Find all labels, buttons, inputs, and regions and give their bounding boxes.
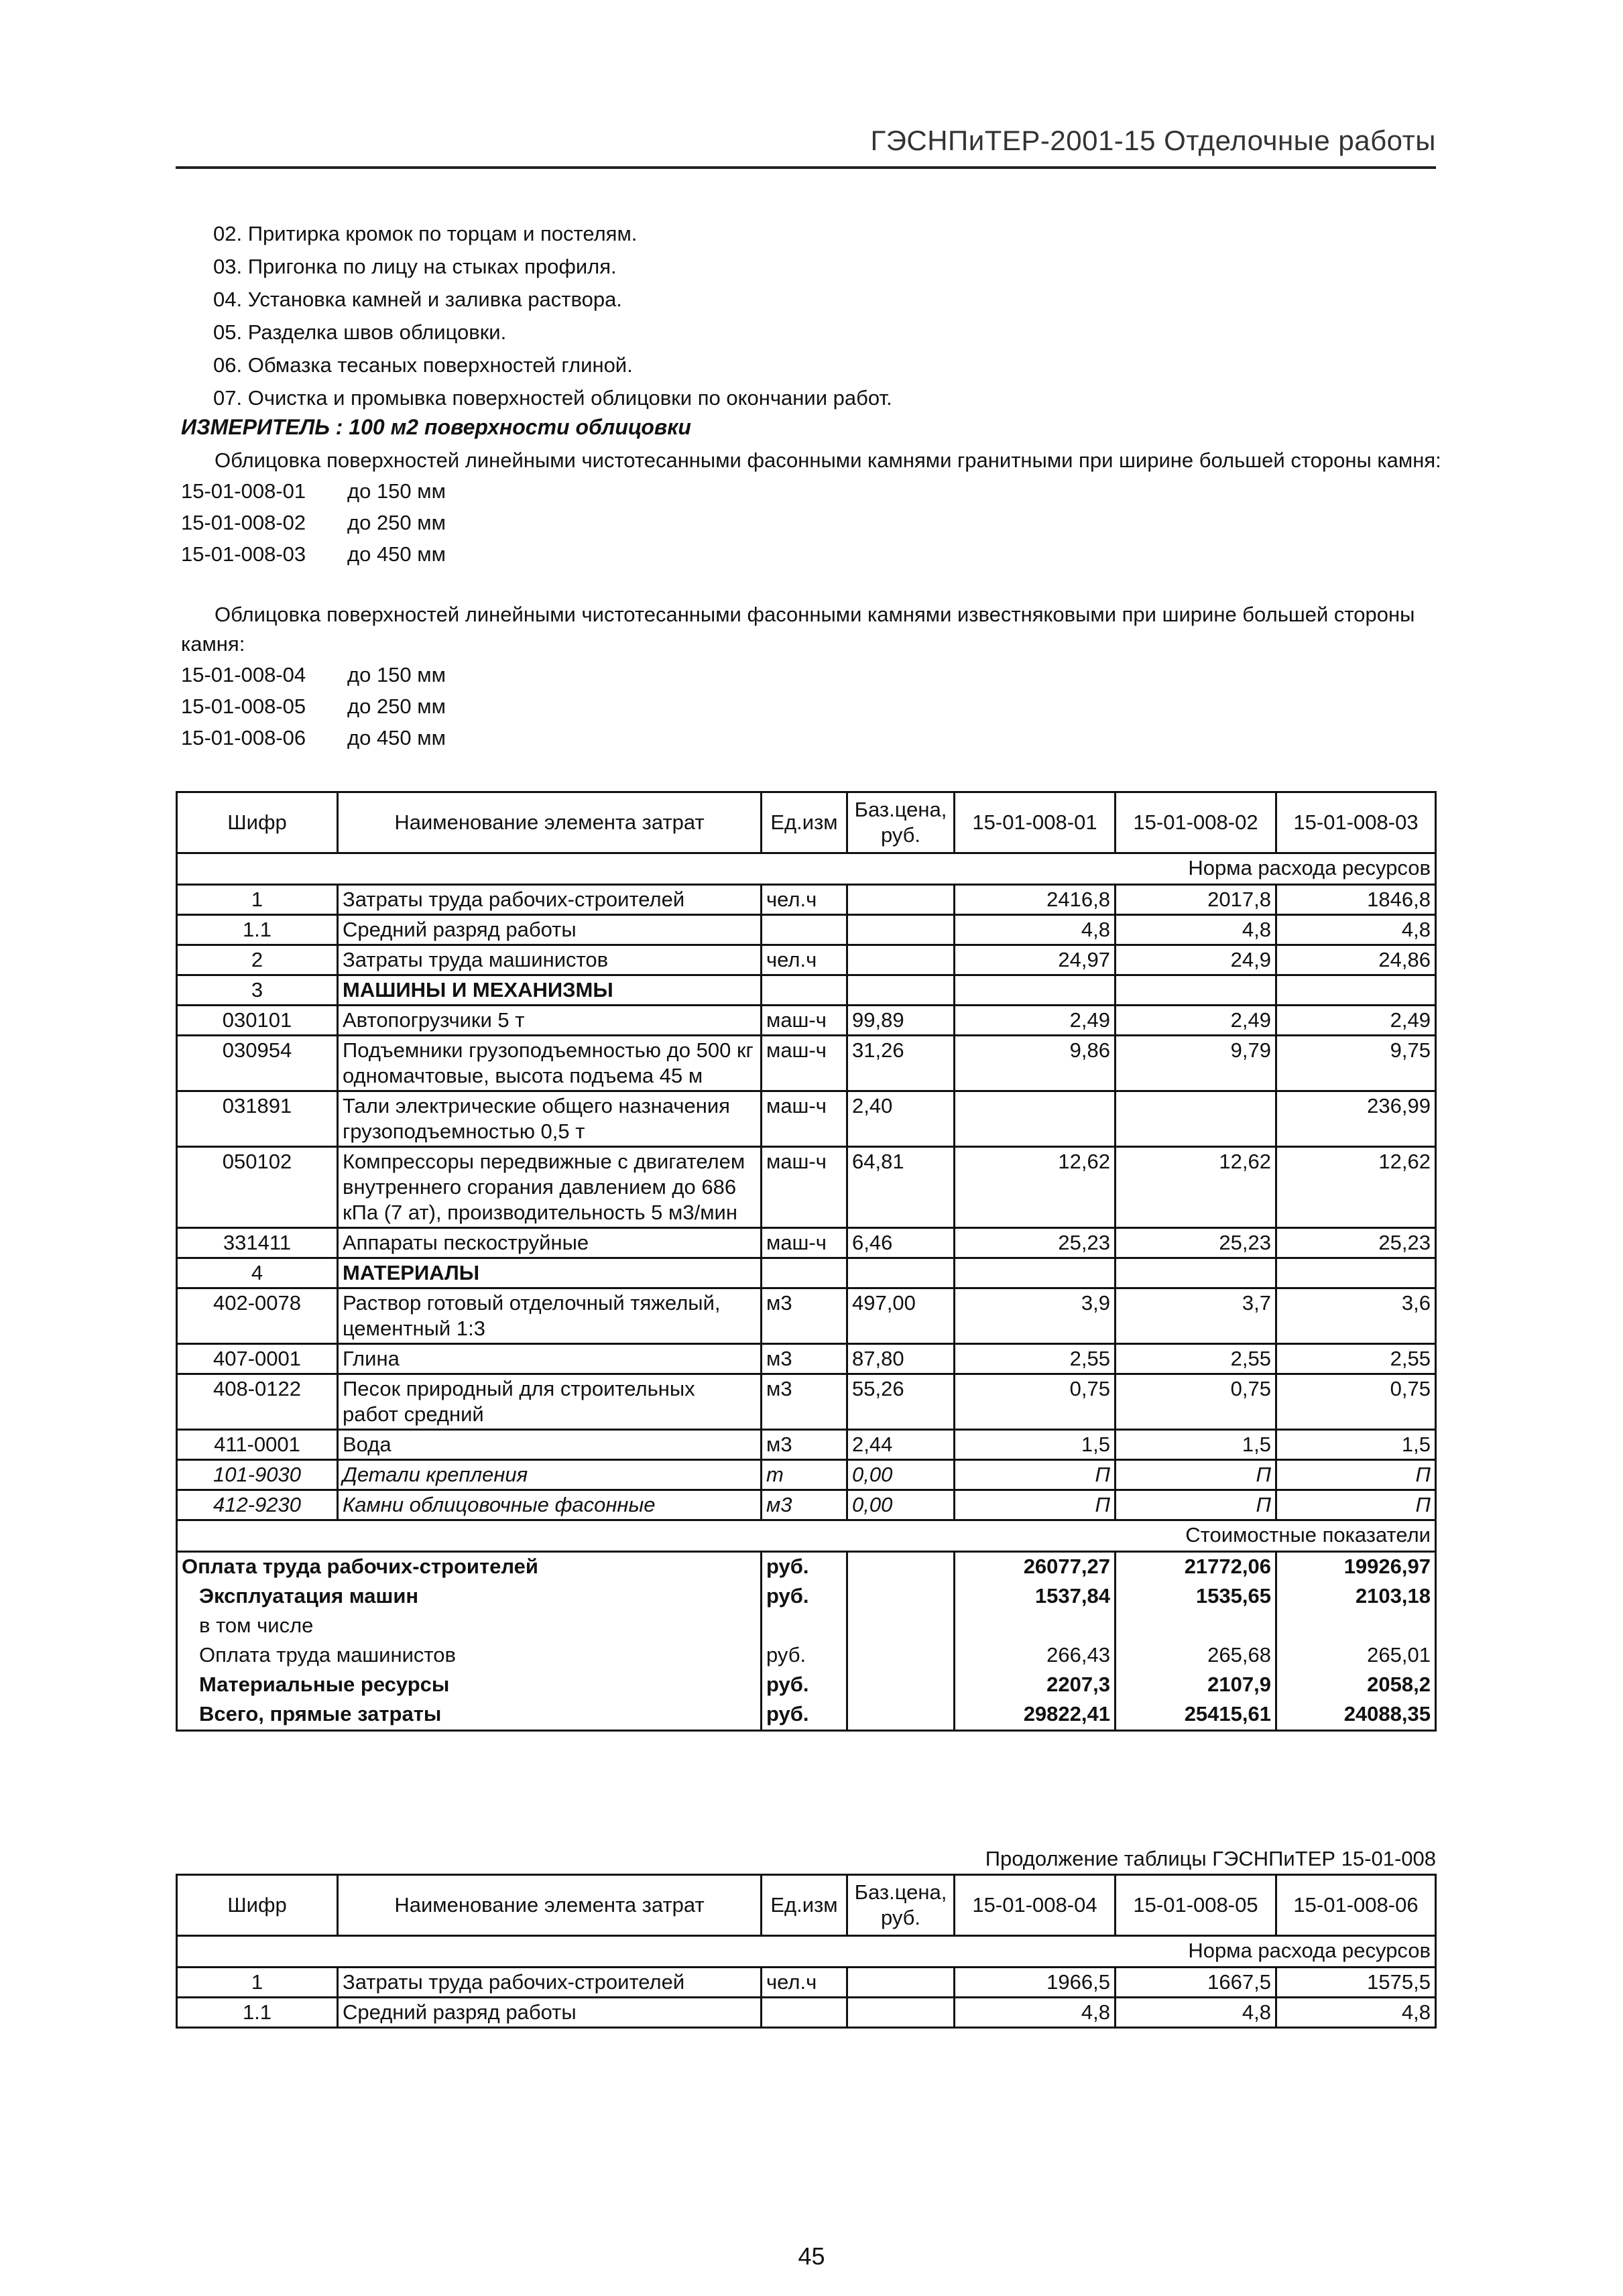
row-name: Глина (338, 1344, 762, 1374)
summary-price (847, 1612, 955, 1641)
row-code: 412-9230 (177, 1490, 338, 1520)
summary-price (847, 1552, 955, 1583)
table-row (177, 1968, 1436, 1998)
column-header: 15-01-008-04 (955, 1875, 1116, 1936)
row-code: 050102 (177, 1147, 338, 1228)
work-step: 03. Пригонка по лицу на стыках профиля. (213, 255, 617, 278)
row-name: Средний разряд работы (338, 915, 762, 945)
row-name: МАТЕРИАЛЫ (338, 1258, 762, 1288)
norm-size: до 150 мм (347, 479, 446, 503)
norm-size: до 450 мм (347, 542, 446, 566)
summary-price (847, 1582, 955, 1612)
section-row (177, 1936, 1436, 1968)
row-value-1: 0,75 (955, 1374, 1116, 1430)
table-row (177, 915, 1436, 945)
work-step: 06. Обмазка тесаных поверхностей глиной. (213, 353, 633, 377)
row-price (847, 975, 955, 1006)
norm-code: 15-01-008-06 (181, 726, 306, 749)
row-value-2: 24,9 (1116, 945, 1276, 975)
work-steps-list (213, 217, 892, 414)
table-row (177, 945, 1436, 975)
page-number: 45 (798, 2242, 825, 2270)
row-value-3 (1276, 1258, 1436, 1288)
group-limestone (181, 600, 1441, 753)
code-item (181, 538, 1441, 570)
column-header: Баз.цена, руб. (847, 1875, 955, 1936)
summary-value-2: 2107,9 (1116, 1671, 1276, 1700)
row-value-1: 1,5 (955, 1430, 1116, 1460)
summary-label: Оплата труда машинистов (177, 1641, 762, 1671)
row-name: МАШИНЫ И МЕХАНИЗМЫ (338, 975, 762, 1006)
row-code: 2 (177, 945, 338, 975)
row-value-2: 2,49 (1116, 1006, 1276, 1036)
summary-value-1: 29822,41 (955, 1700, 1116, 1731)
row-value-3: 1,5 (1276, 1430, 1436, 1460)
group-granite (181, 446, 1441, 570)
summary-value-2 (1116, 1612, 1276, 1641)
summary-value-2: 1535,65 (1116, 1582, 1276, 1612)
norm-size: до 150 мм (347, 663, 446, 686)
code-item (181, 507, 1441, 538)
table-row (177, 1036, 1436, 1091)
group-description: Облицовка поверхностей линейными чистотесанными фасонными камнями известняковыми при ширине большей стороны камня: (181, 603, 1415, 656)
row-name: Компрессоры передвижные с двигателем внутреннего сгорания давлением до 686 кПа (7 ат), производительность 5 м3/мин (338, 1147, 762, 1228)
row-unit: чел.ч (762, 885, 847, 915)
group-description: Облицовка поверхностей линейными чистотесанными фасонными камнями гранитными при ширине большей стороны камня: (215, 448, 1441, 472)
row-unit: маш-ч (762, 1036, 847, 1091)
table-header-row (177, 792, 1436, 853)
row-code: 1 (177, 1968, 338, 1998)
table-row (177, 1344, 1436, 1374)
summary-row (177, 1641, 1436, 1671)
row-value-3: П (1276, 1490, 1436, 1520)
row-name: Раствор готовый отделочный тяжелый, цементный 1:3 (338, 1288, 762, 1344)
row-unit: чел.ч (762, 1968, 847, 1998)
table-row (177, 1460, 1436, 1490)
header-rule (176, 166, 1436, 169)
row-price: 0,00 (847, 1490, 955, 1520)
summary-row (177, 1700, 1436, 1731)
row-price (847, 1258, 955, 1288)
row-name: Затраты труда рабочих-строителей (338, 885, 762, 915)
table-continuation-caption: Продолжение таблицы ГЭСНПиТЕР 15-01-008 (985, 1847, 1436, 1870)
summary-row (177, 1582, 1436, 1612)
column-header: 15-01-008-05 (1116, 1875, 1276, 1936)
row-name: Затраты труда машинистов (338, 945, 762, 975)
row-value-3: 236,99 (1276, 1091, 1436, 1147)
row-price: 0,00 (847, 1460, 955, 1490)
table-row (177, 1006, 1436, 1036)
row-value-3: 2,49 (1276, 1006, 1436, 1036)
row-value-3: 2,55 (1276, 1344, 1436, 1374)
row-code: 1.1 (177, 1998, 338, 2028)
row-value-1: 4,8 (955, 1998, 1116, 2028)
column-header: Ед.изм (762, 792, 847, 853)
cost-label: Стоимостные показатели (177, 1520, 1436, 1552)
row-code: 030954 (177, 1036, 338, 1091)
row-value-2: 9,79 (1116, 1036, 1276, 1091)
summary-value-1: 266,43 (955, 1641, 1116, 1671)
row-value-3: 0,75 (1276, 1374, 1436, 1430)
table-row (177, 1258, 1436, 1288)
row-unit: м3 (762, 1344, 847, 1374)
row-value-3: 1575,5 (1276, 1968, 1436, 1998)
norm-code: 15-01-008-04 (181, 663, 306, 686)
summary-price (847, 1641, 955, 1671)
summary-unit: руб. (762, 1641, 847, 1671)
row-unit (762, 975, 847, 1006)
row-name: Камни облицовочные фасонные (338, 1490, 762, 1520)
row-price (847, 945, 955, 975)
summary-value-3: 24088,35 (1276, 1700, 1436, 1731)
row-value-2: П (1116, 1460, 1276, 1490)
row-value-1: 25,23 (955, 1228, 1116, 1258)
resource-table-continued (176, 1874, 1437, 2029)
summary-label: Оплата труда рабочих-строителей (177, 1552, 762, 1583)
row-value-2: 2,55 (1116, 1344, 1276, 1374)
summary-value-3: 2103,18 (1276, 1582, 1436, 1612)
summary-row (177, 1612, 1436, 1641)
row-value-1: 24,97 (955, 945, 1116, 975)
row-value-2 (1116, 975, 1276, 1006)
section-row (177, 853, 1436, 885)
row-value-2: П (1116, 1490, 1276, 1520)
summary-label: Эксплуатация машин (177, 1582, 762, 1612)
row-value-3: 12,62 (1276, 1147, 1436, 1228)
summary-unit: руб. (762, 1700, 847, 1731)
column-header: Шифр (177, 792, 338, 853)
summary-row (177, 1671, 1436, 1700)
summary-value-1: 2207,3 (955, 1671, 1116, 1700)
resource-table (176, 791, 1437, 1732)
page-header-title: ГЭСНПиТЕР-2001-15 Отделочные работы (870, 125, 1436, 156)
table-header-row (177, 1875, 1436, 1936)
norm-size: до 250 мм (347, 694, 446, 718)
row-unit: м3 (762, 1490, 847, 1520)
row-price: 2,40 (847, 1091, 955, 1147)
summary-label: в том числе (177, 1612, 762, 1641)
summary-value-3: 19926,97 (1276, 1552, 1436, 1583)
row-value-2 (1116, 1258, 1276, 1288)
row-name: Затраты труда рабочих-строителей (338, 1968, 762, 1998)
table-row (177, 885, 1436, 915)
column-header: Наименование элемента затрат (338, 792, 762, 853)
row-value-3: 1846,8 (1276, 885, 1436, 915)
summary-value-2: 21772,06 (1116, 1552, 1276, 1583)
row-value-2: 25,23 (1116, 1228, 1276, 1258)
row-value-2: 4,8 (1116, 915, 1276, 945)
row-code: 411-0001 (177, 1430, 338, 1460)
row-unit: маш-ч (762, 1006, 847, 1036)
table-row (177, 1288, 1436, 1344)
table-row (177, 1998, 1436, 2028)
row-value-3: 4,8 (1276, 915, 1436, 945)
row-value-1: 12,62 (955, 1147, 1116, 1228)
row-value-3 (1276, 975, 1436, 1006)
row-unit: чел.ч (762, 945, 847, 975)
table-row (177, 1147, 1436, 1228)
row-price: 87,80 (847, 1344, 955, 1374)
norm-size: до 250 мм (347, 511, 446, 534)
row-name: Детали крепления (338, 1460, 762, 1490)
summary-unit: руб. (762, 1552, 847, 1583)
norm-label: Норма расхода ресурсов (177, 853, 1436, 885)
row-value-2: 0,75 (1116, 1374, 1276, 1430)
summary-label: Всего, прямые затраты (177, 1700, 762, 1731)
summary-unit: руб. (762, 1582, 847, 1612)
row-price: 2,44 (847, 1430, 955, 1460)
summary-value-2: 25415,61 (1116, 1700, 1276, 1731)
summary-unit: руб. (762, 1671, 847, 1700)
row-value-3: 25,23 (1276, 1228, 1436, 1258)
row-value-1: 2,55 (955, 1344, 1116, 1374)
row-name: Тали электрические общего назначения грузоподъемностью 0,5 т (338, 1091, 762, 1147)
column-header: Наименование элемента затрат (338, 1875, 762, 1936)
row-code: 030101 (177, 1006, 338, 1036)
row-unit (762, 1998, 847, 2028)
column-header: 15-01-008-01 (955, 792, 1116, 853)
row-price (847, 1998, 955, 2028)
row-name: Вода (338, 1430, 762, 1460)
row-value-1: 2,49 (955, 1006, 1116, 1036)
summary-label: Материальные ресурсы (177, 1671, 762, 1700)
code-item (181, 659, 1441, 690)
row-price (847, 915, 955, 945)
summary-price (847, 1700, 955, 1731)
norm-code: 15-01-008-03 (181, 542, 306, 566)
row-value-2: 1667,5 (1116, 1968, 1276, 1998)
row-name: Автопогрузчики 5 т (338, 1006, 762, 1036)
row-value-3: 3,6 (1276, 1288, 1436, 1344)
row-code: 407-0001 (177, 1344, 338, 1374)
column-header: Баз.цена, руб. (847, 792, 955, 853)
row-code: 4 (177, 1258, 338, 1288)
row-value-1 (955, 1258, 1116, 1288)
table-row (177, 975, 1436, 1006)
norm-code: 15-01-008-05 (181, 694, 306, 718)
row-value-1: П (955, 1490, 1116, 1520)
table-row (177, 1490, 1436, 1520)
row-code: 1 (177, 885, 338, 915)
summary-price (847, 1671, 955, 1700)
row-value-3: 9,75 (1276, 1036, 1436, 1091)
table-row (177, 1091, 1436, 1147)
row-price: 497,00 (847, 1288, 955, 1344)
row-name: Подъемники грузоподъемностью до 500 кг одномачтовые, высота подъема 45 м (338, 1036, 762, 1091)
row-value-1: 9,86 (955, 1036, 1116, 1091)
row-value-2: 4,8 (1116, 1998, 1276, 2028)
row-price (847, 885, 955, 915)
summary-value-1 (955, 1612, 1116, 1641)
row-unit: т (762, 1460, 847, 1490)
work-step: 04. Установка камней и заливка раствора. (213, 288, 622, 311)
work-step: 07. Очистка и промывка поверхностей облицовки по окончании работ. (213, 386, 892, 410)
summary-value-1: 26077,27 (955, 1552, 1116, 1583)
row-price: 31,26 (847, 1036, 955, 1091)
row-value-3: 24,86 (1276, 945, 1436, 975)
row-name: Аппараты пескоструйные (338, 1228, 762, 1258)
work-step: 05. Разделка швов облицовки. (213, 320, 507, 344)
row-code: 408-0122 (177, 1374, 338, 1430)
row-price: 64,81 (847, 1147, 955, 1228)
norm-code: 15-01-008-02 (181, 511, 306, 534)
measure-unit: ИЗМЕРИТЕЛЬ : 100 м2 поверхности облицовки (181, 415, 691, 439)
code-item (181, 690, 1441, 722)
row-value-1: 3,9 (955, 1288, 1116, 1344)
row-value-2: 1,5 (1116, 1430, 1276, 1460)
column-header: 15-01-008-03 (1276, 792, 1436, 853)
row-code: 101-9030 (177, 1460, 338, 1490)
row-unit: маш-ч (762, 1147, 847, 1228)
table-row (177, 1228, 1436, 1258)
code-item (181, 475, 1441, 507)
row-value-1: П (955, 1460, 1116, 1490)
code-item (181, 722, 1441, 753)
row-value-1: 1966,5 (955, 1968, 1116, 1998)
row-unit: маш-ч (762, 1091, 847, 1147)
work-step: 02. Притирка кромок по торцам и постелям. (213, 222, 638, 245)
row-price (847, 1968, 955, 1998)
row-value-1: 4,8 (955, 915, 1116, 945)
row-name: Средний разряд работы (338, 1998, 762, 2028)
row-unit: м3 (762, 1374, 847, 1430)
row-price: 55,26 (847, 1374, 955, 1430)
row-unit: м3 (762, 1430, 847, 1460)
summary-unit (762, 1612, 847, 1641)
row-value-1 (955, 975, 1116, 1006)
row-value-1: 2416,8 (955, 885, 1116, 915)
row-code: 3 (177, 975, 338, 1006)
row-value-2 (1116, 1091, 1276, 1147)
row-name: Песок природный для строительных работ средний (338, 1374, 762, 1430)
row-code: 331411 (177, 1228, 338, 1258)
summary-value-2: 265,68 (1116, 1641, 1276, 1671)
row-value-2: 3,7 (1116, 1288, 1276, 1344)
column-header: 15-01-008-06 (1276, 1875, 1436, 1936)
row-unit (762, 1258, 847, 1288)
column-header: Ед.изм (762, 1875, 847, 1936)
column-header: Шифр (177, 1875, 338, 1936)
row-unit: маш-ч (762, 1228, 847, 1258)
row-value-3: 4,8 (1276, 1998, 1436, 2028)
summary-value-3 (1276, 1612, 1436, 1641)
row-code: 1.1 (177, 915, 338, 945)
summary-value-1: 1537,84 (955, 1582, 1116, 1612)
row-price: 6,46 (847, 1228, 955, 1258)
column-header: 15-01-008-02 (1116, 792, 1276, 853)
summary-row (177, 1552, 1436, 1583)
norm-code: 15-01-008-01 (181, 479, 306, 503)
row-code: 402-0078 (177, 1288, 338, 1344)
row-unit: м3 (762, 1288, 847, 1344)
summary-value-3: 265,01 (1276, 1641, 1436, 1671)
row-value-2: 2017,8 (1116, 885, 1276, 915)
summary-value-3: 2058,2 (1276, 1671, 1436, 1700)
norm-label: Норма расхода ресурсов (177, 1936, 1436, 1968)
row-value-2: 12,62 (1116, 1147, 1276, 1228)
row-value-1 (955, 1091, 1116, 1147)
table-row (177, 1374, 1436, 1430)
row-value-3: П (1276, 1460, 1436, 1490)
table-row (177, 1430, 1436, 1460)
row-code: 031891 (177, 1091, 338, 1147)
row-price: 99,89 (847, 1006, 955, 1036)
section-row (177, 1520, 1436, 1552)
row-unit (762, 915, 847, 945)
norm-size: до 450 мм (347, 726, 446, 749)
